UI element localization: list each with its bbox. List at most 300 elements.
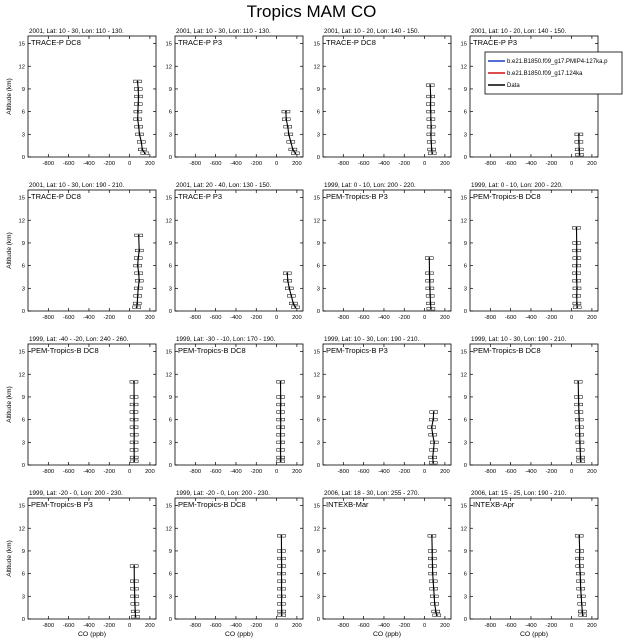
data-point — [137, 80, 139, 82]
x-tick-label: -400 — [378, 623, 390, 629]
campaign-label: PEM-Tropics-B P3 — [326, 192, 388, 201]
data-point — [281, 565, 283, 567]
x-tick-label: 0 — [569, 623, 574, 629]
y-tick-label: 6 — [21, 571, 25, 578]
y-tick-label: 9 — [463, 548, 467, 555]
campaign-label: INTEXB-Apr — [473, 500, 515, 509]
plot-frame — [323, 190, 451, 311]
panel-header: 2006, Lat: 18 - 30, Lon: 255 - 270. — [324, 490, 420, 497]
y-tick-label: 0 — [316, 617, 320, 623]
panel-header: 1999, Lat: 10 - 30, Lon: 190 - 210. — [471, 336, 567, 343]
x-tick-label: 0 — [274, 315, 279, 321]
y-tick-label: 9 — [168, 548, 172, 555]
panel-header: 1999, Lat: -40 - -20, Lon: 240 - 260. — [29, 336, 129, 343]
data-point — [578, 133, 580, 135]
data-point — [280, 404, 282, 406]
panel-6 — [166, 182, 303, 321]
campaign-label: TRACE-P P3 — [178, 38, 223, 47]
x-tick-label: -800 — [337, 315, 350, 321]
x-tick-label: 200 — [145, 161, 155, 167]
x-tick-label: -200 — [398, 315, 411, 321]
y-tick-label: 3 — [316, 132, 320, 139]
panel-7 — [314, 182, 451, 321]
plot-frame — [28, 190, 156, 311]
y-tick-label: 0 — [316, 309, 320, 315]
data-point — [137, 111, 139, 113]
x-tick-label: -600 — [504, 161, 517, 167]
data-point — [579, 441, 581, 443]
y-tick-label: 6 — [21, 417, 25, 424]
panel-10 — [166, 336, 303, 475]
y-tick-label: 12 — [18, 526, 25, 533]
data-point — [137, 103, 139, 105]
data-point — [137, 118, 139, 120]
y-tick-label: 15 — [460, 349, 467, 356]
x-tick-label: -400 — [230, 315, 242, 321]
y-tick-label: 12 — [18, 64, 25, 71]
x-tick-label: -400 — [378, 315, 390, 321]
x-tick-label: 0 — [274, 161, 279, 167]
x-tick-label: -800 — [484, 315, 497, 321]
y-tick-label: 6 — [316, 571, 320, 578]
data-point — [579, 434, 581, 436]
data-point — [433, 595, 435, 597]
y-tick-label: 3 — [168, 132, 172, 139]
data-point — [578, 404, 580, 406]
y-tick-label: 6 — [168, 571, 172, 578]
data-point — [429, 287, 431, 289]
data-point — [436, 614, 438, 616]
data-point — [281, 611, 283, 613]
data-point — [287, 280, 289, 282]
data-point — [280, 426, 282, 428]
y-tick-label: 0 — [168, 463, 172, 469]
y-tick-label: 3 — [463, 132, 467, 139]
x-tick-label: -800 — [337, 161, 350, 167]
data-point — [133, 396, 135, 398]
data-point — [580, 580, 582, 582]
y-tick-label: 15 — [313, 349, 320, 356]
data-point — [133, 457, 135, 459]
x-tick-label: -400 — [378, 161, 390, 167]
y-tick-label: 15 — [18, 349, 25, 356]
data-point — [281, 550, 283, 552]
x-tick-label: 200 — [145, 469, 155, 475]
y-tick-label: 3 — [21, 132, 25, 139]
data-point — [133, 441, 135, 443]
x-tick-label: 200 — [145, 315, 155, 321]
data-point — [138, 280, 140, 282]
data-point — [578, 535, 580, 537]
campaign-label: TRACE-P DC8 — [31, 38, 81, 47]
x-tick-label: 0 — [422, 623, 427, 629]
x-tick-label: -400 — [230, 623, 242, 629]
data-point — [136, 303, 138, 305]
y-tick-label: 15 — [313, 195, 320, 202]
x-tick-label: -800 — [189, 315, 202, 321]
x-tick-label: -600 — [357, 469, 370, 475]
data-point — [432, 573, 434, 575]
plot-frame — [175, 344, 303, 465]
x-tick-label: -600 — [62, 161, 75, 167]
x-tick-label: -200 — [103, 315, 116, 321]
plot-frame — [175, 498, 303, 619]
x-tick-label: -400 — [525, 315, 537, 321]
campaign-label: TRACE-P DC8 — [31, 192, 81, 201]
y-tick-label: 9 — [463, 86, 467, 93]
x-tick-label: -800 — [42, 623, 55, 629]
plot-frame — [323, 36, 451, 157]
y-tick-label: 3 — [316, 286, 320, 293]
data-point — [137, 287, 139, 289]
y-tick-label: 12 — [460, 218, 467, 225]
y-tick-label: 9 — [168, 86, 172, 93]
y-tick-label: 9 — [21, 240, 25, 247]
data-point — [285, 118, 287, 120]
y-axis-label: Altitude (km) — [6, 540, 13, 577]
x-tick-label: 0 — [127, 623, 132, 629]
data-point — [579, 154, 581, 156]
x-tick-label: -200 — [103, 623, 116, 629]
data-point — [579, 426, 581, 428]
data-point — [433, 441, 435, 443]
data-point — [434, 603, 436, 605]
panel-header: 2001, Lat: 10 - 30, Lon: 110 - 130. — [176, 28, 271, 35]
data-point — [580, 457, 582, 459]
data-point — [576, 280, 578, 282]
y-tick-label: 9 — [463, 240, 467, 247]
y-tick-label: 12 — [165, 526, 172, 533]
data-point — [286, 272, 288, 274]
y-tick-label: 9 — [168, 240, 172, 247]
data-point — [576, 272, 578, 274]
data-point — [281, 595, 283, 597]
data-point — [430, 103, 432, 105]
y-tick-label: 9 — [21, 86, 25, 93]
legend-label: Data — [507, 83, 520, 89]
data-point — [292, 303, 294, 305]
data-point — [133, 580, 135, 582]
data-point — [133, 434, 135, 436]
y-tick-label: 12 — [313, 526, 320, 533]
plot-frame — [175, 190, 303, 311]
data-point — [133, 411, 135, 413]
data-point — [280, 434, 282, 436]
y-tick-label: 12 — [165, 372, 172, 379]
x-tick-label: -800 — [189, 161, 202, 167]
x-tick-label: -600 — [209, 469, 222, 475]
y-tick-label: 9 — [168, 394, 172, 401]
y-tick-label: 15 — [165, 195, 172, 202]
data-point — [294, 152, 296, 154]
data-point — [280, 419, 282, 421]
data-point — [137, 265, 139, 267]
data-point — [582, 614, 584, 616]
data-point — [578, 419, 580, 421]
data-point — [576, 227, 578, 229]
y-tick-label: 12 — [313, 218, 320, 225]
x-tick-label: 0 — [274, 623, 279, 629]
y-tick-label: 12 — [460, 372, 467, 379]
data-point — [280, 457, 282, 459]
x-tick-label: -600 — [62, 623, 75, 629]
x-tick-label: 0 — [422, 315, 427, 321]
x-tick-label: -200 — [103, 161, 116, 167]
panel-16 — [461, 490, 598, 638]
x-axis-label: CO (ppb) — [78, 631, 106, 638]
y-tick-label: 15 — [165, 503, 172, 510]
panel-header: 1999, Lat: 0 - 10, Lon: 200 - 220. — [324, 182, 416, 189]
x-tick-label: 0 — [422, 161, 427, 167]
campaign-label: PEM-Tropics-B P3 — [31, 500, 93, 509]
x-axis-label: CO (ppb) — [373, 631, 401, 638]
y-tick-label: 15 — [165, 41, 172, 48]
y-tick-label: 15 — [18, 195, 25, 202]
x-tick-label: 200 — [440, 161, 450, 167]
y-tick-label: 0 — [463, 617, 467, 623]
panel-header: 2001, Lat: 10 - 30, Lon: 110 - 130. — [29, 28, 124, 35]
y-tick-label: 3 — [316, 440, 320, 447]
data-point — [139, 133, 141, 135]
y-tick-label: 3 — [316, 594, 320, 601]
data-line — [579, 134, 580, 154]
data-point — [133, 460, 135, 462]
data-point — [136, 306, 138, 308]
y-tick-label: 0 — [168, 617, 172, 623]
data-point — [430, 308, 432, 310]
y-tick-label: 6 — [316, 417, 320, 424]
data-point — [134, 595, 136, 597]
x-tick-label: 200 — [587, 469, 597, 475]
x-tick-label: -600 — [62, 469, 75, 475]
y-tick-label: 6 — [21, 109, 25, 116]
data-point — [431, 535, 433, 537]
x-tick-label: -200 — [398, 161, 411, 167]
data-point — [431, 152, 433, 154]
y-tick-label: 12 — [460, 64, 467, 71]
x-tick-label: -200 — [250, 469, 263, 475]
x-tick-label: -600 — [357, 161, 370, 167]
data-point — [432, 419, 434, 421]
x-tick-label: -200 — [250, 315, 263, 321]
data-point — [137, 295, 139, 297]
data-point — [137, 257, 139, 259]
x-tick-label: 200 — [440, 623, 450, 629]
data-point — [138, 272, 140, 274]
data-point — [578, 141, 580, 143]
panel-header: 2001, Lat: 10 - 20, Lon: 140 - 150. — [471, 28, 567, 35]
y-tick-label: 9 — [316, 86, 320, 93]
x-tick-label: 0 — [569, 161, 574, 167]
y-tick-label: 3 — [21, 286, 25, 293]
x-tick-label: -800 — [337, 469, 350, 475]
data-point — [580, 588, 582, 590]
data-point — [429, 272, 431, 274]
x-tick-label: -200 — [545, 315, 558, 321]
y-tick-label: 3 — [21, 594, 25, 601]
data-point — [281, 603, 283, 605]
data-point — [280, 411, 282, 413]
x-tick-label: -800 — [42, 161, 55, 167]
data-point — [433, 449, 435, 451]
y-tick-label: 0 — [168, 155, 172, 161]
data-point — [280, 381, 282, 383]
x-tick-label: 200 — [292, 161, 302, 167]
data-point — [428, 257, 430, 259]
data-point — [138, 96, 140, 98]
x-tick-label: -200 — [545, 469, 558, 475]
data-point — [144, 152, 146, 154]
data-point — [433, 411, 435, 413]
x-tick-label: -400 — [83, 469, 95, 475]
data-point — [134, 603, 136, 605]
data-point — [138, 126, 140, 128]
y-tick-label: 9 — [316, 394, 320, 401]
data-point — [133, 565, 135, 567]
data-point — [431, 149, 433, 151]
y-tick-label: 15 — [460, 41, 467, 48]
panel-14 — [166, 490, 303, 638]
panel-4 — [461, 28, 598, 167]
x-tick-label: 0 — [569, 469, 574, 475]
plot-frame — [470, 190, 598, 311]
x-tick-label: 200 — [440, 469, 450, 475]
x-tick-label: -200 — [545, 623, 558, 629]
y-tick-label: 9 — [316, 240, 320, 247]
campaign-label: PEM-Tropics-B DC8 — [473, 346, 541, 355]
y-tick-label: 12 — [313, 372, 320, 379]
x-axis-label: CO (ppb) — [520, 631, 548, 638]
x-tick-label: -600 — [504, 469, 517, 475]
y-tick-label: 0 — [463, 463, 467, 469]
data-point — [135, 616, 137, 618]
y-tick-label: 15 — [313, 503, 320, 510]
panel-8 — [461, 182, 598, 321]
data-point — [133, 449, 135, 451]
data-point — [576, 295, 578, 297]
panel-header: 1999, Lat: 0 - 10, Lon: 200 - 220. — [471, 182, 563, 189]
data-point — [576, 242, 578, 244]
x-tick-label: -200 — [398, 623, 411, 629]
data-point — [281, 614, 283, 616]
data-line — [134, 566, 135, 617]
data-point — [576, 287, 578, 289]
data-point — [578, 149, 580, 151]
data-point — [429, 280, 431, 282]
data-point — [579, 550, 581, 552]
data-point — [432, 457, 434, 459]
data-point — [432, 580, 434, 582]
data-point — [280, 460, 282, 462]
panel-5 — [6, 182, 156, 321]
data-point — [138, 250, 140, 252]
y-tick-label: 3 — [168, 286, 172, 293]
y-tick-label: 6 — [168, 263, 172, 270]
plot-frame — [28, 36, 156, 157]
x-tick-label: -400 — [83, 315, 95, 321]
data-point — [430, 118, 432, 120]
data-point — [580, 595, 582, 597]
y-tick-label: 3 — [21, 440, 25, 447]
panel-header: 1999, Lat: -20 - 0, Lon: 200 - 230. — [176, 490, 270, 497]
data-point — [292, 149, 294, 151]
x-tick-label: -200 — [250, 161, 263, 167]
panel-11 — [314, 336, 451, 475]
y-tick-label: 3 — [463, 286, 467, 293]
x-tick-label: 0 — [274, 469, 279, 475]
data-point — [133, 404, 135, 406]
data-point — [432, 565, 434, 567]
data-point — [431, 426, 433, 428]
y-tick-label: 9 — [21, 394, 25, 401]
data-point — [430, 126, 432, 128]
legend-label: b.e21.B1850.f09_g17.PMIP4-127ka.p — [507, 59, 608, 65]
legend-label: b.e21.B1850.f09_g17.124ka — [507, 71, 583, 77]
data-point — [430, 96, 432, 98]
figure-title: Tropics MAM CO — [246, 2, 377, 21]
data-point — [430, 303, 432, 305]
x-tick-label: -400 — [378, 469, 390, 475]
y-tick-label: 0 — [316, 155, 320, 161]
plot-frame — [175, 36, 303, 157]
x-tick-label: 0 — [127, 161, 132, 167]
data-point — [432, 462, 434, 464]
data-point — [579, 573, 581, 575]
panel-header: 1999, Lat: -30 - -10, Lon: 170 - 190. — [176, 336, 276, 343]
y-tick-label: 12 — [460, 526, 467, 533]
x-tick-label: 0 — [422, 469, 427, 475]
data-point — [290, 141, 292, 143]
campaign-label: PEM-Tropics-B P3 — [326, 346, 388, 355]
y-tick-label: 12 — [18, 372, 25, 379]
campaign-label: TRACE-P P3 — [473, 38, 518, 47]
data-point — [577, 381, 579, 383]
y-axis-label: Altitude (km) — [6, 232, 13, 269]
data-point — [280, 396, 282, 398]
data-point — [576, 306, 578, 308]
y-tick-label: 15 — [18, 41, 25, 48]
y-tick-label: 0 — [21, 617, 25, 623]
y-tick-label: 15 — [18, 503, 25, 510]
x-tick-label: -800 — [484, 469, 497, 475]
data-point — [285, 111, 287, 113]
x-tick-label: -200 — [103, 469, 116, 475]
campaign-label: PEM-Tropics-B DC8 — [31, 346, 99, 355]
data-point — [579, 565, 581, 567]
data-point — [134, 588, 136, 590]
campaign-label: INTEXB-Mar — [326, 500, 369, 509]
x-tick-label: -600 — [504, 315, 517, 321]
data-point — [281, 580, 283, 582]
data-point — [433, 588, 435, 590]
y-tick-label: 6 — [316, 263, 320, 270]
data-point — [134, 611, 136, 613]
x-tick-label: -600 — [357, 623, 370, 629]
x-tick-label: 200 — [587, 161, 597, 167]
x-tick-label: -600 — [357, 315, 370, 321]
data-point — [581, 611, 583, 613]
x-tick-label: 0 — [127, 469, 132, 475]
data-point — [281, 573, 283, 575]
x-tick-label: -400 — [230, 469, 242, 475]
data-point — [280, 441, 282, 443]
data-point — [288, 287, 290, 289]
y-tick-label: 12 — [165, 218, 172, 225]
data-point — [133, 381, 135, 383]
panel-header: 1999, Lat: -20 - 0, Lon: 200 - 230. — [29, 490, 123, 497]
data-point — [430, 133, 432, 135]
x-tick-label: -400 — [525, 469, 537, 475]
